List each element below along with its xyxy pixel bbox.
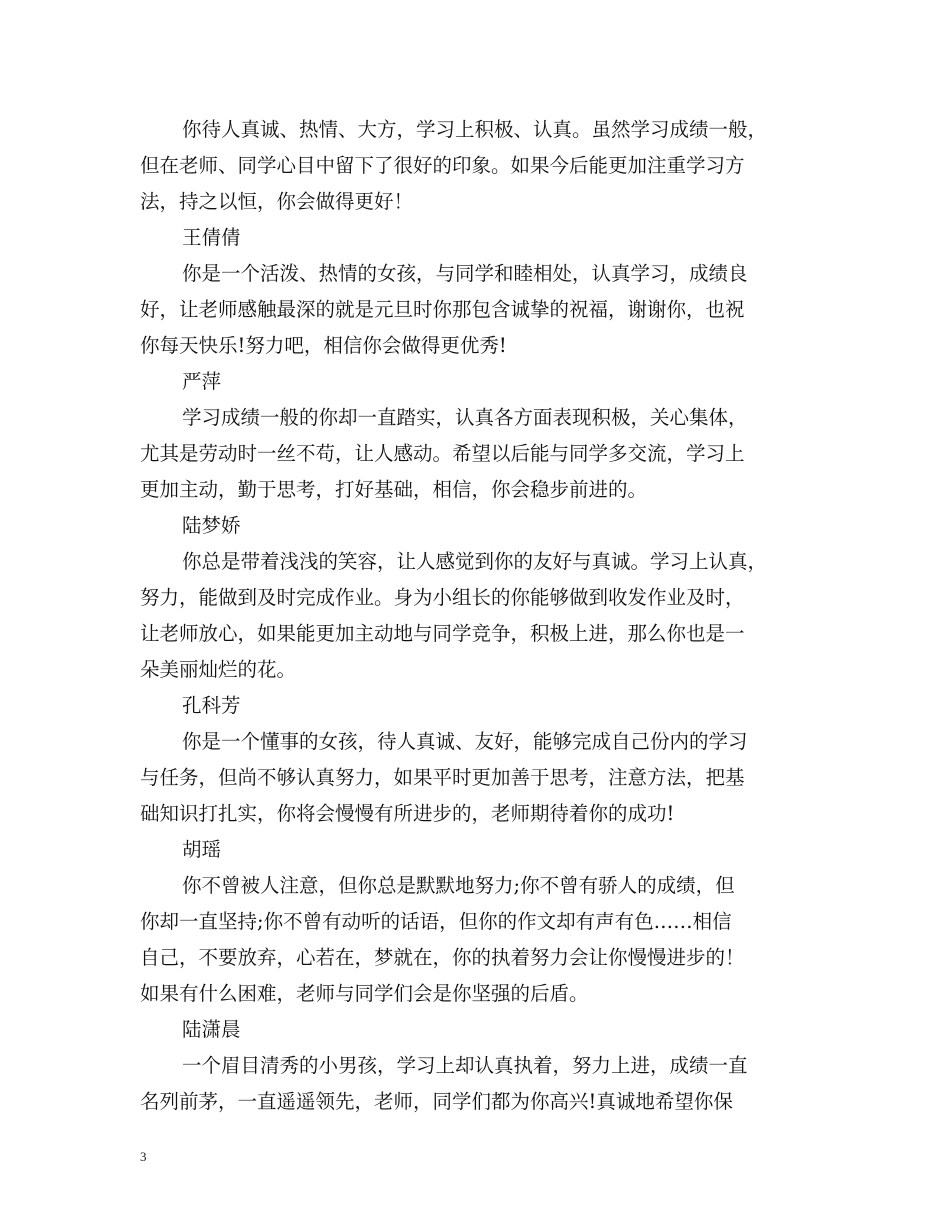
text-line: 你是一个活泼、热情的女孩，与同学和睦相处，认真学习，成绩良: [182, 262, 748, 285]
text-line: 一个眉目清秀的小男孩，学习上却认真执着，努力上进，成绩一直: [182, 1054, 748, 1077]
text-line: 陆潇晨: [182, 1018, 241, 1041]
document-body: [140, 112, 820, 1120]
text-line: 让老师放心，如果能更加主动地与同学竞争，积极上进，那么你也是一: [140, 622, 745, 645]
page-number: 3: [140, 1149, 147, 1164]
text-line: 你待人真诚、热情、大方，学习上积极、认真。虽然学习成绩一般，: [182, 118, 768, 141]
text-line: 更加主动，勤于思考，打好基础，相信，你会稳步前进的。: [140, 478, 648, 501]
text-line: 尤其是劳动时一丝不苟，让人感动。希望以后能与同学多交流，学习上: [140, 442, 745, 465]
text-line: 陆梦娇: [182, 514, 241, 537]
student-name: [140, 688, 820, 724]
text-line: 自己，不要放弃，心若在，梦就在，你的执着努力会让你慢慢进步的！: [140, 946, 745, 969]
text-line: 你每天快乐!努力吧，相信你会做得更优秀!: [140, 334, 507, 357]
text-line: 你却一直坚持;你不曾有动听的话语，但你的作文却有声有色……相信: [140, 910, 732, 933]
student-name: [140, 508, 820, 544]
comment-paragraph: [140, 868, 820, 1012]
text-line: 好，让老师感触最深的就是元旦时你那包含诚挚的祝福，谢谢你，也祝: [140, 298, 745, 321]
comment-paragraph: [140, 400, 820, 508]
student-name: [140, 364, 820, 400]
student-name: [140, 220, 820, 256]
text-line: 严萍: [182, 370, 222, 393]
text-line: 努力，能做到及时完成作业。身为小组长的你能够做到收发作业及时，: [140, 586, 745, 609]
text-line: 但在老师、同学心目中留下了很好的印象。如果今后能更加注重学习方: [140, 154, 745, 177]
text-line: 王倩倩: [182, 226, 241, 249]
comment-paragraph: [140, 544, 820, 688]
text-line: 础知识打扎实，你将会慢慢有所进步的，老师期待着你的成功!: [140, 802, 675, 825]
text-line: 与任务，但尚不够认真努力，如果平时更加善于思考，注意方法，把基: [140, 766, 745, 789]
text-line: 你是一个懂事的女孩，待人真诚、友好，能够完成自己份内的学习: [182, 730, 748, 753]
student-name: [140, 1012, 820, 1048]
comment-paragraph: [140, 256, 820, 364]
comment-paragraph: [140, 724, 820, 832]
text-line: 你不曾被人注意，但你总是默默地努力;你不曾有骄人的成绩，但: [182, 874, 735, 897]
text-line: 孔科芳: [182, 694, 241, 717]
student-name: [140, 832, 820, 868]
text-line: 学习成绩一般的你却一直踏实，认真各方面表现积极，关心集体，: [182, 406, 748, 429]
text-line: 你总是带着浅浅的笑容，让人感觉到你的友好与真诚。学习上认真，: [182, 550, 768, 573]
text-line: 胡瑶: [182, 838, 222, 861]
comment-paragraph: [140, 112, 820, 220]
text-line: 如果有什么困难，老师与同学们会是你坚强的后盾。: [140, 982, 589, 1005]
text-line: 朵美丽灿烂的花。: [140, 658, 297, 681]
text-line: 法，持之以恒，你会做得更好！: [140, 190, 414, 213]
comment-paragraph: [140, 1048, 820, 1120]
text-line: 名列前茅，一直遥遥领先，老师，同学们都为你高兴!真诚地希望你保: [140, 1090, 733, 1113]
